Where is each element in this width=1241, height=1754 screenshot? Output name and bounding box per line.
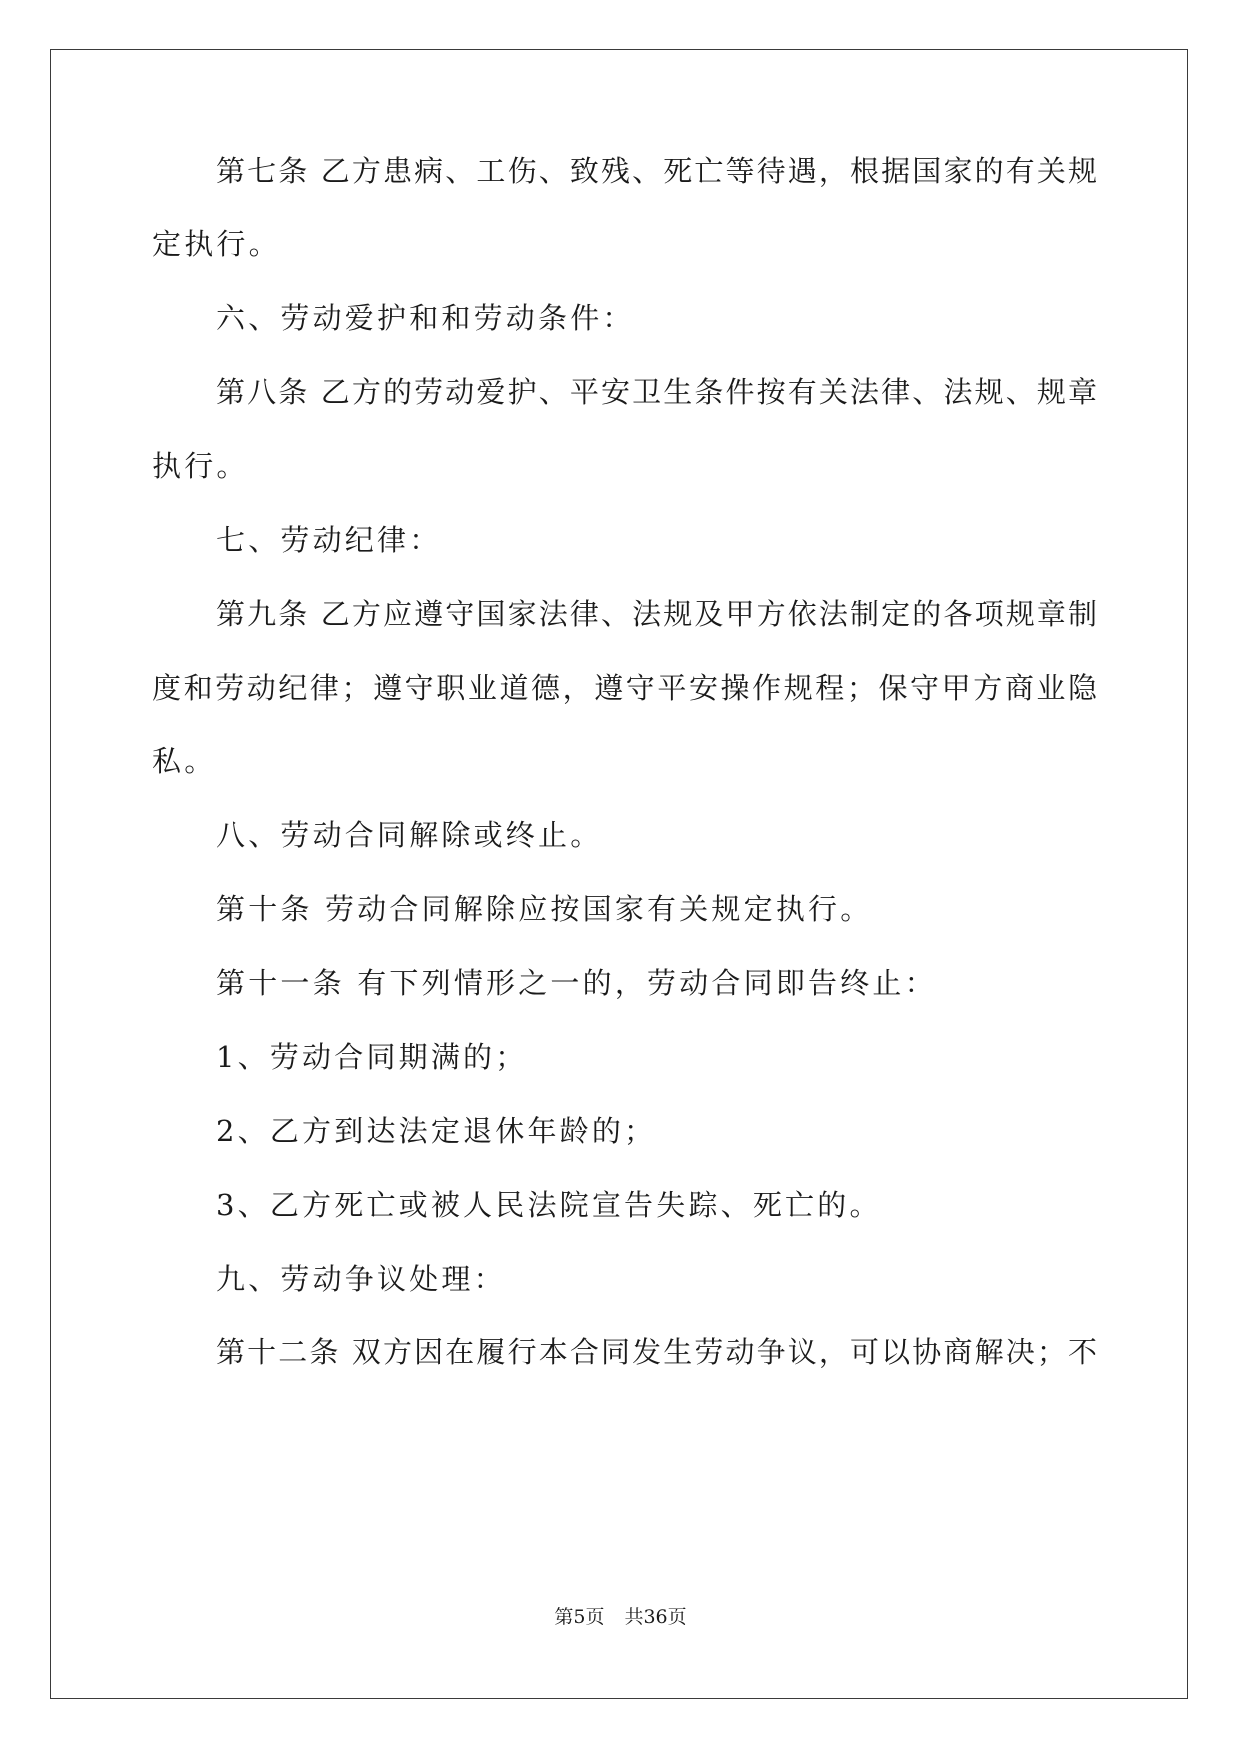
page-number: 第5页 — [554, 1606, 605, 1628]
paragraph-article-8-line-1: 第八条 乙方的劳动爱护、平安卫生条件按有关法律、法规、规章 — [216, 375, 1097, 409]
paragraph-article-9-line-2: 度和劳动纪律；遵守职业道德，遵守平安操作规程；保守甲方商业隐 — [152, 671, 1097, 705]
paragraph-article-11: 第十一条 有下列情形之一的，劳动合同即告终止： — [216, 966, 937, 1000]
total-pages: 共36页 — [624, 1606, 687, 1628]
paragraph-article-7-line-2: 定执行。 — [152, 227, 281, 261]
paragraph-article-9-line-3: 私。 — [152, 744, 217, 778]
page-border — [50, 49, 1188, 1699]
list-item-2: 2、乙方到达法定退休年龄的； — [216, 1114, 657, 1148]
section-heading-8: 八、劳动合同解除或终止。 — [216, 818, 603, 852]
paragraph-article-7-line-1: 第七条 乙方患病、工伤、致残、死亡等待遇，根据国家的有关规 — [216, 154, 1097, 188]
page-footer — [0, 1605, 1241, 1629]
paragraph-article-8-line-2: 执行。 — [152, 449, 249, 483]
paragraph-article-12-line-1: 第十二条 双方因在履行本合同发生劳动争议，可以协商解决；不 — [216, 1335, 1097, 1369]
section-heading-7: 七、劳动纪律： — [216, 523, 442, 557]
paragraph-article-10: 第十条 劳动合同解除应按国家有关规定执行。 — [216, 892, 873, 926]
list-item-1: 1、劳动合同期满的； — [216, 1040, 528, 1074]
section-heading-9: 九、劳动争议处理： — [216, 1262, 506, 1296]
section-heading-6: 六、劳动爱护和和劳动条件： — [216, 301, 635, 335]
paragraph-article-9-line-1: 第九条 乙方应遵守国家法律、法规及甲方依法制定的各项规章制 — [216, 597, 1097, 631]
list-item-3: 3、乙方死亡或被人民法院宣告失踪、死亡的。 — [216, 1188, 882, 1222]
